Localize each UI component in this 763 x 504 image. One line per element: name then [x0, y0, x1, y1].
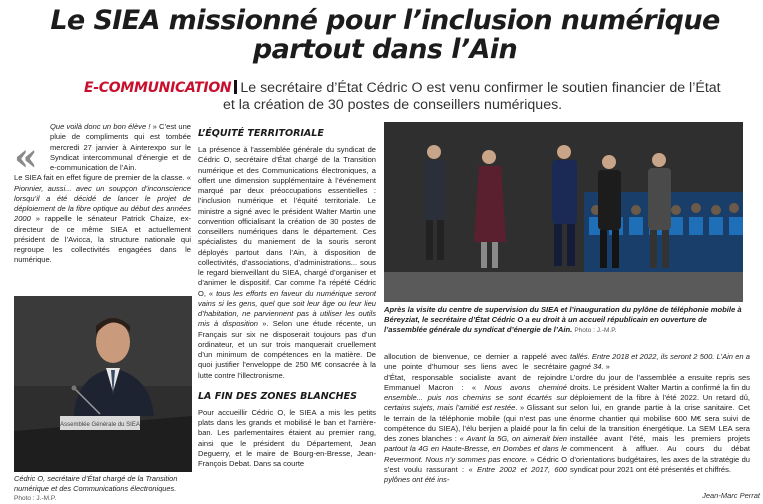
event-illustration	[384, 122, 743, 302]
column-3	[384, 352, 567, 485]
portrait-credit: Photo : J.-M.P.	[14, 495, 57, 503]
col1-paragraph-1: Que voilà donc un bon élève ! » C’est une pluie de compliments qui est tombée mercredi 27 janvier à Ainterexpo sur le Syndicat intercommunal d’énergie et de e-communication de l’Ain.	[50, 122, 191, 172]
quote-icon: «	[14, 134, 38, 179]
portrait-caption: Cédric O, secrétaire d’État chargé de la Transition numérique et des Communications électroniques. Photo : J.-M.P.	[14, 474, 178, 503]
column-4	[570, 352, 750, 475]
col4-paragraph-2: L’ordre du jour de l’assemblée a ensuite repris ses droits. Le président Walter Martin a confirmé la fin du déploiement de la fibre à l’été 2022. Un retard dû, selon lui, en grande partie à la crise sanitaire. Cet énorme chantier qui mobilise 600 M€ sera suivi de celui de la transition énergétique. La SEM LEA sera installée avant l’été, mais les premiers projets commencent à affluer. Au cours du débat d’orientations budgétaires, les axes de la stratégie du syndicat pour 2021 ont été présentés et chiffrés.	[570, 372, 750, 474]
section-kicker: E-COMMUNICATION	[84, 80, 232, 96]
section-heading-equite: L’ÉQUITÉ TERRITORIALE	[198, 128, 324, 139]
event-credit: Photo : J.-M.P.	[574, 326, 617, 334]
col4-paragraph-1: tallés. Entre 2018 et 2022, ils seront 2 500. L’Ain en a gagné 34. »	[570, 352, 750, 372]
event-photo	[384, 122, 743, 302]
author-signature: Jean-Marc Perrat	[702, 491, 760, 500]
standfirst-line-1: Le secrétaire d’État Cédric O est venu confirmer le soutien financier de l’État	[240, 80, 721, 96]
portrait-illustration	[14, 296, 192, 472]
headline-line-2: partout dans l’Ain	[252, 34, 518, 65]
column-2	[198, 122, 376, 469]
col1-paragraph-2: Le SIEA fait en effet figure de premier de la classe. « Pionnier, aussi... avec un soupçon d’inconscience lorsqu’il a été décidé de lancer le projet de déploiement de la fibre optique au début des années 2000 » rappelle le sénateur Patrick Chaize, ex-directeur de ce même SIEA et actuellement président de l’Avicca, la structure nationale qui regroupe les collectivités engagées dans le numérique.	[14, 173, 191, 265]
standfirst	[84, 80, 744, 114]
col2-paragraph-2: Pour accueillir Cédric O, le SIEA a mis les petits plats dans les grands et mobilisé le ban et l’arrière-ban. Les parlementaires étaient au premier rang, ainsi que le président du Département, Jean Deguerry, et le maire de Bourg-en-Bresse, Jean-François Debat. Dans sa courte	[198, 407, 376, 468]
kicker-divider	[234, 80, 237, 94]
standfirst-line-2: et la création de 30 postes de conseillers numériques.	[223, 97, 563, 113]
section-heading-zones-blanches: LA FIN DES ZONES BLANCHES	[198, 390, 357, 402]
col3-paragraph-1: allocution de bienvenue, ce dernier a rappelé avec une pointe d’humour ses liens avec le secrétaire d’État, responsable socialiste avant de rejoindre Emmanuel Macron : « Nous avons cheminé ensemble... puis nos chemins se sont écartés sur certains sujets, mais l’amitié est restée. » Glissant sur le terrain de la téléphonie mobile (qui n’est pas une compétence du SIEA), l’élu berjien a plaidé pour la fin des zones blanches : « Avant la 5G, on aimerait bien partout la 4G en Haute-Bresse, en Dombes et dans le Revermont. Nous n’y sommes pas encore. » Cédric O s’est voulu rassurant : « Entre 2002 et 2017, 600 pylônes ont été ins-	[384, 352, 568, 484]
event-caption: Après la visite du centre de supervision du SIEA et l’inauguration du pylône de téléphonie mobile à Béreyziat, le secrétaire d’État Cédric O a eu droit à un accueil républicain en ouverture de l’assemblée générale du syndicat d’énergie de l’Ain. Photo : J.-M.P.	[384, 305, 742, 334]
lectern-banner: Assemblée Générale du SIEA	[60, 422, 140, 428]
headline	[40, 6, 730, 64]
headline-line-1: Le SIEA missionné pour l’inclusion numérique	[50, 5, 720, 36]
portrait-photo	[14, 296, 192, 472]
col2-paragraph-1: La présence à l’assemblée générale du syndicat de Cédric O, secrétaire d’État chargé de la Transition numérique et des Communications électroniques, a offert une dimension supplémentaire à l’événement marqué par deux préoccupations essentielles : l’inclusion numérique et l’équité territoriale. Le ministre a signé avec le président Walter Martin une convention officialisant la création de 30 postes de conseillers numériques dans le département. Ces spécialistes du maniement de la souris seront déployés partout dans l’Ain, à disposition de collectivités, d’associations, d’administrations... sous le regard bienveillant du SIEA, chargé d’organiser et d’animer le dispositif. Car comme l’a répété Cédric O, « tous les efforts en faveur du numérique seront vains si les gens, quel que soit leur âge ou leur lieu d’habitation, ne parviennent pas à utiliser les outils mis à disposition ». Selon une étude récente, un Français sur six ne disposerait toujours pas d’un ordinateur, et un sur trois manquerait cruellement d’un minimum de compétences en la matière. De quoi justifier l’enveloppe de 250 M€ consacrée à la lutte contre l’illectronisme.	[198, 145, 377, 380]
